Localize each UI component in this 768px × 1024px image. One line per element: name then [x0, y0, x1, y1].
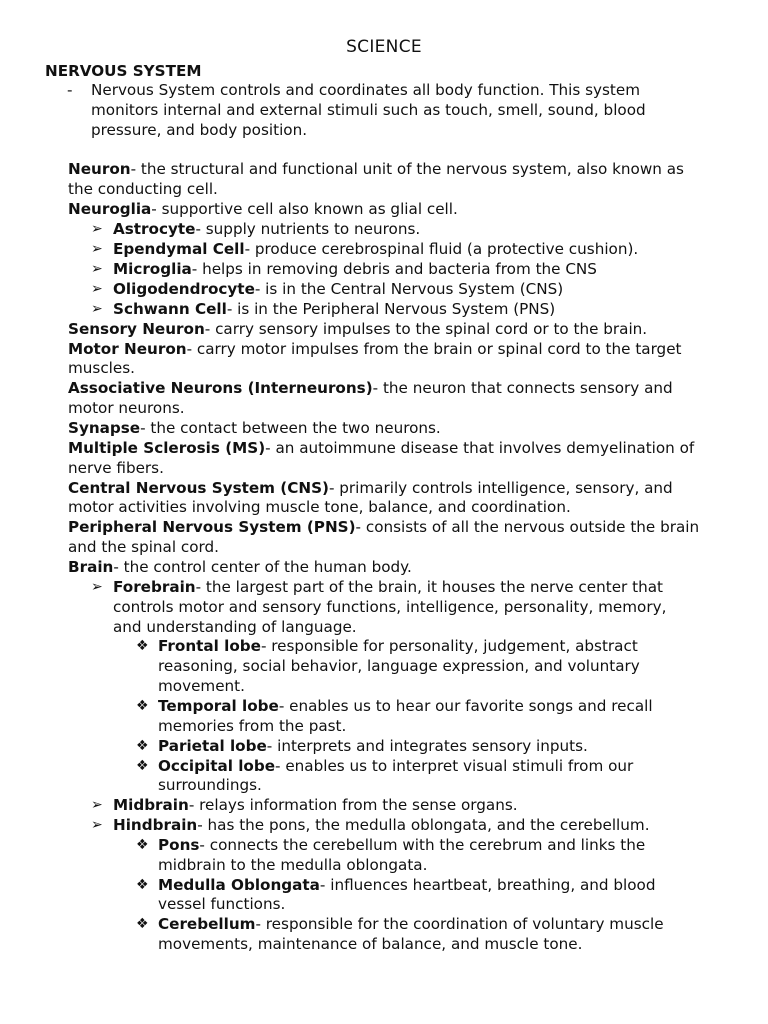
motor-neuron-entry-cont: muscles.: [68, 359, 135, 377]
diamond-bullet: ❖: [136, 698, 149, 714]
term: Multiple Sclerosis (MS): [68, 439, 266, 457]
motor-neuron-entry: [68, 340, 682, 360]
cns-entry-cont: motor activities involving muscle tone, balance, and coordination.: [68, 498, 571, 516]
definition: - the structural and functional unit of the nervous system, also known as: [130, 160, 684, 178]
arrow-bullet: ➢: [91, 221, 103, 237]
term: Hindbrain: [113, 816, 198, 834]
term: Neuroglia: [68, 200, 152, 218]
forebrain-entry-cont-1: controls motor and sensory functions, intelligence, personality, memory,: [113, 598, 667, 616]
term: Microglia: [113, 260, 192, 278]
definition: - enables us to hear our favorite songs and recall: [278, 697, 653, 715]
hindbrain-entry: [113, 816, 650, 836]
arrow-bullet: ➢: [91, 579, 103, 595]
arrow-bullet: ➢: [91, 301, 103, 317]
definition: - supportive cell also known as glial cell.: [151, 200, 458, 218]
cerebellum-entry: [158, 915, 664, 935]
neuron-entry: [68, 160, 684, 180]
diamond-bullet: ❖: [136, 837, 149, 853]
occipital-lobe-entry: [158, 757, 633, 777]
occipital-lobe-cont: surroundings.: [158, 776, 262, 794]
arrow-bullet: ➢: [91, 817, 103, 833]
synapse-entry: [68, 419, 441, 439]
term: Schwann Cell: [113, 300, 227, 318]
definition: - is in the Peripheral Nervous System (PNS): [226, 300, 556, 318]
intro-line-3: pressure, and body position.: [91, 121, 308, 139]
definition: - responsible for the coordination of voluntary muscle: [255, 915, 664, 933]
frontal-lobe-cont-1: reasoning, social behavior, language expression, and voluntary: [158, 657, 640, 675]
definition: - is in the Central Nervous System (CNS): [254, 280, 564, 298]
term: Cerebellum: [158, 915, 256, 933]
medulla-oblongata-entry: [158, 876, 655, 896]
definition: - connects the cerebellum with the cerebrum and links the: [199, 836, 646, 854]
associative-neurons-entry: [68, 379, 673, 399]
ms-entry: [68, 439, 694, 459]
section-heading: NERVOUS SYSTEM: [45, 62, 202, 80]
definition: - the control center of the human body.: [113, 558, 412, 576]
diamond-bullet: ❖: [136, 638, 149, 654]
diamond-bullet: ❖: [136, 738, 149, 754]
diamond-bullet: ❖: [136, 758, 149, 774]
term: Ependymal Cell: [113, 240, 245, 258]
intro-line-1: Nervous System controls and coordinates all body function. This system: [91, 81, 641, 99]
definition: - produce cerebrospinal fluid (a protective cushion).: [244, 240, 639, 258]
definition: - primarily controls intelligence, sensory, and: [328, 479, 673, 497]
definition: - carry sensory impulses to the spinal cord or to the brain.: [204, 320, 648, 338]
definition: - the contact between the two neurons.: [140, 419, 441, 437]
definition: - the neuron that connects sensory and: [372, 379, 673, 397]
forebrain-entry-cont-2: and understanding of language.: [113, 618, 357, 636]
forebrain-entry: [113, 578, 663, 598]
definition: - influences heartbeat, breathing, and blood: [319, 876, 656, 894]
temporal-lobe-cont: memories from the past.: [158, 717, 347, 735]
definition: - relays information from the sense organs.: [188, 796, 518, 814]
arrow-bullet: ➢: [91, 241, 103, 257]
diamond-bullet: ❖: [136, 916, 149, 932]
term: Midbrain: [113, 796, 189, 814]
sensory-neuron-entry: [68, 320, 647, 340]
definition: - has the pons, the medulla oblongata, and the cerebellum.: [197, 816, 650, 834]
term: Parietal lobe: [158, 737, 267, 755]
pns-entry-cont: and the spinal cord.: [68, 538, 219, 556]
medulla-oblongata-cont: vessel functions.: [158, 895, 286, 913]
definition: - an autoimmune disease that involves demyelination of: [265, 439, 695, 457]
term: Astrocyte: [113, 220, 196, 238]
definition: - the largest part of the brain, it houses the nerve center that: [195, 578, 663, 596]
ms-entry-cont: nerve fibers.: [68, 459, 164, 477]
definition: - responsible for personality, judgement, abstract: [260, 637, 638, 655]
term: Pons: [158, 836, 200, 854]
definition: - enables us to interpret visual stimuli from our: [275, 757, 634, 775]
term: Forebrain: [113, 578, 196, 596]
brain-entry: [68, 558, 412, 578]
arrow-bullet: ➢: [91, 261, 103, 277]
temporal-lobe-entry: [158, 697, 653, 717]
term: Medulla Oblongata: [158, 876, 320, 894]
page-title: SCIENCE: [346, 37, 422, 57]
term: Associative Neurons (Interneurons): [68, 379, 373, 397]
arrow-bullet: ➢: [91, 797, 103, 813]
glia-item-ependymal: [113, 240, 638, 260]
midbrain-entry: [113, 796, 518, 816]
pons-cont: midbrain to the medulla oblongata.: [158, 856, 428, 874]
frontal-lobe-cont-2: movement.: [158, 677, 245, 695]
term: Sensory Neuron: [68, 320, 205, 338]
term: Occipital lobe: [158, 757, 276, 775]
glia-item-oligodendrocyte: [113, 280, 563, 300]
glia-item-microglia: [113, 260, 597, 280]
term: Neuron: [68, 160, 131, 178]
term: Central Nervous System (CNS): [68, 479, 329, 497]
glia-item-schwann: [113, 300, 555, 320]
term: Brain: [68, 558, 114, 576]
pns-entry: [68, 518, 699, 538]
term: Peripheral Nervous System (PNS): [68, 518, 356, 536]
term: Frontal lobe: [158, 637, 261, 655]
associative-neurons-entry-cont: motor neurons.: [68, 399, 185, 417]
term: Synapse: [68, 419, 141, 437]
definition: - helps in removing debris and bacteria from the CNS: [191, 260, 597, 278]
definition: - carry motor impulses from the brain or spinal cord to the target: [186, 340, 682, 358]
definition: - interprets and integrates sensory inputs.: [266, 737, 588, 755]
pons-entry: [158, 836, 645, 856]
cns-entry: [68, 479, 673, 499]
neuroglia-entry: [68, 200, 458, 220]
term: Motor Neuron: [68, 340, 187, 358]
diamond-bullet: ❖: [136, 877, 149, 893]
cerebellum-cont: movements, maintenance of balance, and muscle tone.: [158, 935, 583, 953]
dash-bullet: -: [67, 81, 73, 99]
term: Temporal lobe: [158, 697, 279, 715]
arrow-bullet: ➢: [91, 281, 103, 297]
frontal-lobe-entry: [158, 637, 638, 657]
intro-line-2: monitors internal and external stimuli such as touch, smell, sound, blood: [91, 101, 646, 119]
term: Oligodendrocyte: [113, 280, 255, 298]
parietal-lobe-entry: [158, 737, 588, 757]
neuron-entry-cont: the conducting cell.: [68, 180, 218, 198]
definition: - consists of all the nervous outside the brain: [355, 518, 700, 536]
glia-item-astrocyte: [113, 220, 420, 240]
definition: - supply nutrients to neurons.: [195, 220, 421, 238]
